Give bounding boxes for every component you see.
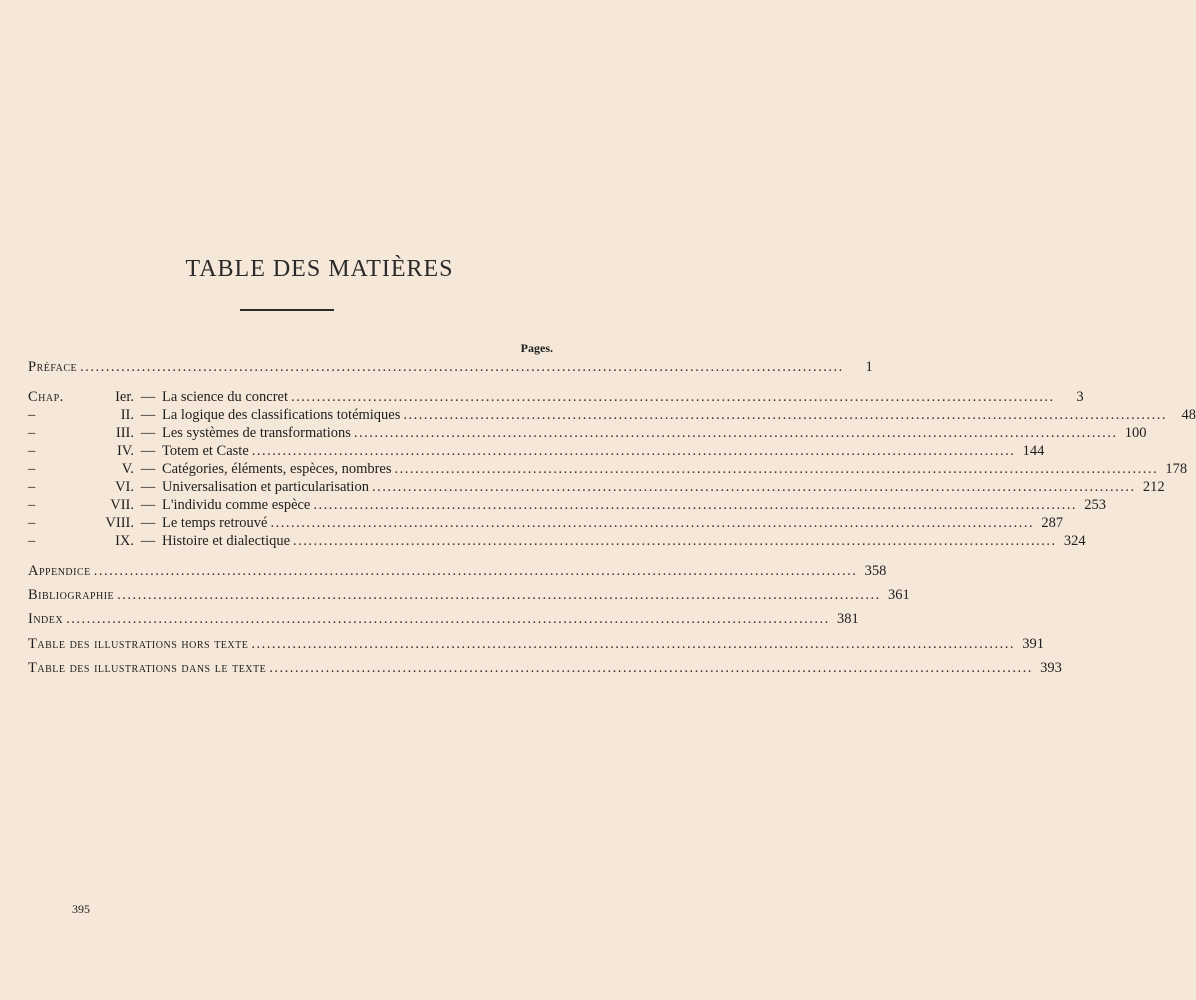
toc-entry-label: Appendice bbox=[28, 563, 91, 579]
chapter-title: Les systèmes de transformations bbox=[162, 425, 351, 441]
chapter-number: IX. bbox=[115, 533, 134, 549]
toc-entry-chapter[interactable] bbox=[28, 533, 1086, 551]
toc-page-number: 48 bbox=[1181, 407, 1196, 423]
em-dash: — bbox=[140, 425, 156, 441]
dot-leader: ..................................................................................................................................................... bbox=[251, 636, 1015, 652]
dot-leader: ..................................................................................................................................................... bbox=[293, 533, 1057, 549]
toc-page-number: 324 bbox=[1063, 533, 1086, 549]
chapter-prefix: – bbox=[28, 407, 36, 423]
chapter-prefix: – bbox=[28, 497, 36, 513]
dot-leader: ..................................................................................................................................................... bbox=[313, 497, 1077, 513]
toc-entry-label: Préface bbox=[28, 359, 78, 375]
chapter-number: V. bbox=[121, 461, 134, 477]
dot-leader: ..................................................................................................................................................... bbox=[66, 611, 830, 627]
toc-entry-appendice[interactable] bbox=[28, 563, 887, 581]
toc-entry-chapter[interactable] bbox=[28, 461, 1188, 479]
pages-column-label: Pages. bbox=[520, 341, 553, 355]
toc-entry-chapter[interactable] bbox=[28, 479, 1165, 497]
chapter-prefix: Chap. bbox=[28, 389, 64, 405]
toc-page-number: 178 bbox=[1165, 461, 1188, 477]
toc-page-number: 1 bbox=[865, 359, 873, 375]
toc-entry-chapter[interactable] bbox=[28, 425, 1147, 443]
toc-page-number: 381 bbox=[836, 611, 859, 627]
dot-leader: ..................................................................................................................................................... bbox=[251, 443, 1016, 459]
dot-leader: ..................................................................................................................................................... bbox=[371, 479, 1136, 495]
chapter-title: Universalisation et particularisation bbox=[162, 479, 369, 495]
toc-entry-chapter[interactable] bbox=[28, 515, 1064, 533]
toc-entry-illustrations-hors-texte[interactable] bbox=[28, 636, 1044, 654]
chapter-prefix: – bbox=[28, 533, 36, 549]
toc-entry-chapter[interactable] bbox=[28, 389, 1084, 407]
toc-page-number: 361 bbox=[888, 587, 910, 603]
em-dash: — bbox=[140, 407, 156, 423]
chapter-number: VI. bbox=[115, 479, 134, 495]
toc-entry-index[interactable] bbox=[28, 611, 859, 629]
toc-entry-chapter[interactable] bbox=[28, 497, 1106, 515]
dot-leader: ..................................................................................................................................................... bbox=[394, 461, 1159, 477]
toc-page-number: 144 bbox=[1022, 443, 1045, 459]
toc-entry-chapter[interactable] bbox=[28, 407, 1196, 425]
chapter-title: La science du concret bbox=[162, 389, 288, 405]
toc-entry-label: Bibliographie bbox=[28, 587, 115, 603]
toc-page-number: 287 bbox=[1041, 515, 1064, 531]
title-rule bbox=[240, 309, 334, 311]
dot-leader: ..................................................................................................................................................... bbox=[291, 389, 1055, 405]
chapter-number: VII. bbox=[110, 497, 134, 513]
toc-page-number: 3 bbox=[1076, 389, 1084, 405]
chapter-title: La logique des classifications totémiques bbox=[162, 407, 401, 423]
dot-leader: ..................................................................................................................................................... bbox=[93, 563, 858, 579]
em-dash: — bbox=[140, 533, 156, 549]
em-dash: — bbox=[140, 461, 156, 477]
chapter-prefix: – bbox=[28, 425, 36, 441]
dot-leader: ..................................................................................................................................................... bbox=[80, 359, 844, 375]
chapter-title: Histoire et dialectique bbox=[162, 533, 291, 549]
chapter-title: L'individu comme espèce bbox=[162, 497, 311, 513]
toc-page-number: 393 bbox=[1040, 660, 1062, 676]
em-dash: — bbox=[140, 443, 156, 459]
chapter-number: VIII. bbox=[105, 515, 134, 531]
toc-page-number: 391 bbox=[1022, 636, 1044, 652]
chapter-number: II. bbox=[120, 407, 134, 423]
chapter-number: IV. bbox=[116, 443, 134, 459]
toc-page-number: 100 bbox=[1124, 425, 1147, 441]
em-dash: — bbox=[140, 479, 156, 495]
page-number-footer: 395 bbox=[72, 902, 90, 916]
dot-leader: ..................................................................................................................................................... bbox=[269, 660, 1033, 676]
dot-leader: ..................................................................................................................................................... bbox=[117, 587, 881, 603]
dot-leader: ..................................................................................................................................................... bbox=[270, 515, 1035, 531]
chapter-prefix: – bbox=[28, 479, 36, 495]
chapter-title: Le temps retrouvé bbox=[162, 515, 268, 531]
chapter-number: III. bbox=[115, 425, 134, 441]
toc-entry-illustrations-dans-texte[interactable] bbox=[28, 660, 1062, 678]
chapter-prefix: – bbox=[28, 443, 36, 459]
toc-page-number: 358 bbox=[864, 563, 887, 579]
toc-entry-preface[interactable] bbox=[28, 359, 873, 377]
em-dash: — bbox=[140, 497, 156, 513]
toc-entry-label: Index bbox=[28, 611, 64, 627]
em-dash: — bbox=[140, 515, 156, 531]
chapter-title: Catégories, éléments, espèces, nombres bbox=[162, 461, 392, 477]
dot-leader: ..................................................................................................................................................... bbox=[403, 407, 1168, 423]
toc-entry-label: Table des illustrations hors texte bbox=[28, 636, 249, 652]
chapter-title: Totem et Caste bbox=[162, 443, 249, 459]
toc-entry-chapter[interactable] bbox=[28, 443, 1045, 461]
page-title: TABLE DES MATIÈRES bbox=[185, 256, 454, 282]
em-dash: — bbox=[140, 389, 156, 405]
toc-entry-bibliographie[interactable] bbox=[28, 587, 910, 605]
chapter-number: Ier. bbox=[115, 389, 134, 405]
dot-leader: ..................................................................................................................................................... bbox=[353, 425, 1118, 441]
chapter-prefix: – bbox=[28, 515, 36, 531]
toc-page-number: 253 bbox=[1084, 497, 1106, 513]
toc-entry-label: Table des illustrations dans le texte bbox=[28, 660, 267, 676]
toc-page-number: 212 bbox=[1142, 479, 1165, 495]
chapter-prefix: – bbox=[28, 461, 36, 477]
